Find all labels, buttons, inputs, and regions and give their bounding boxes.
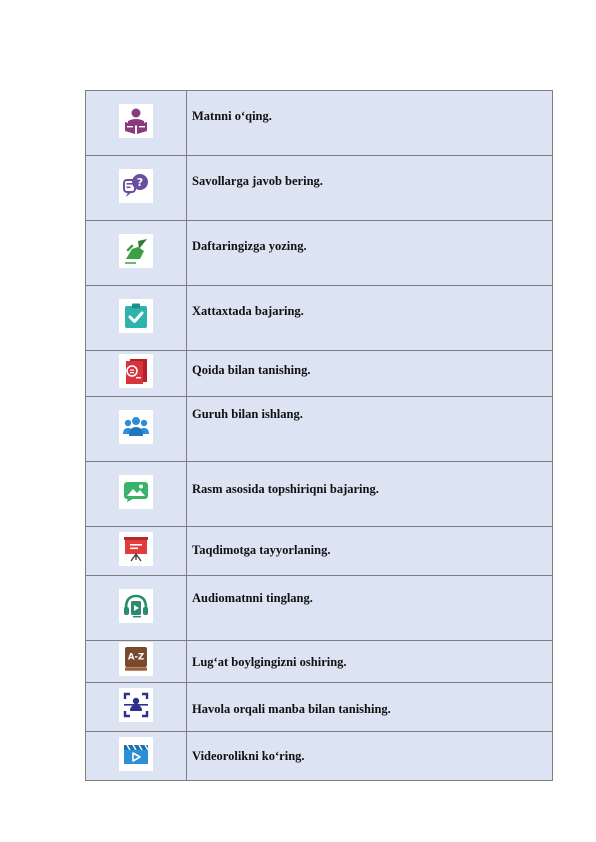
table-row: [86, 641, 553, 683]
row-label: Qoida bilan tanishing.: [192, 363, 311, 377]
table-row: [86, 91, 553, 156]
icon-cell: [86, 527, 187, 576]
table-row: [86, 527, 553, 576]
icon-cell: [86, 91, 187, 156]
row-label: Lug‘at boylgingizni oshiring.: [192, 655, 347, 669]
row-label-cell: [187, 351, 553, 397]
group-people-icon: [119, 410, 153, 444]
video-play-icon: [119, 737, 153, 771]
row-label: Savollarga javob bering.: [192, 174, 323, 188]
row-label-cell: [187, 91, 553, 156]
row-label-cell: [187, 732, 553, 781]
icon-cell: [86, 351, 187, 397]
icon-cell: [86, 221, 187, 286]
table-row: [86, 397, 553, 462]
row-label: Taqdimotga tayyorlaning.: [192, 543, 331, 557]
row-label-cell: [187, 156, 553, 221]
svg-text:?: ?: [136, 175, 144, 189]
row-label: Videorolikni ko‘ring.: [192, 749, 305, 763]
row-label: Havola orqali manba bilan tanishing.: [192, 702, 391, 716]
row-label-cell: [187, 576, 553, 641]
presentation-board-icon: [119, 532, 153, 566]
icon-cell: [86, 397, 187, 462]
table-row: [86, 462, 553, 527]
row-label: Daftaringizga yozing.: [192, 239, 307, 253]
icon-cell: [86, 683, 187, 732]
row-label-cell: [187, 397, 553, 462]
row-label: Matnni o‘qing.: [192, 109, 272, 123]
table-row: [86, 156, 553, 221]
row-label-cell: [187, 641, 553, 683]
icon-cell: [86, 732, 187, 781]
headphones-play-icon: [119, 589, 153, 623]
row-label: Rasm asosida topshiriqni bajaring.: [192, 482, 379, 496]
question-chat-icon: [119, 169, 153, 203]
task-legend-table: [85, 90, 553, 781]
icon-cell: [86, 576, 187, 641]
table-row: [86, 683, 553, 732]
icon-cell: [86, 156, 187, 221]
table-row: [86, 576, 553, 641]
clipboard-check-icon: [119, 299, 153, 333]
row-label-cell: [187, 683, 553, 732]
table-row: [86, 732, 553, 781]
table-row: [86, 286, 553, 351]
row-label-cell: [187, 527, 553, 576]
row-label: Audiomatnni tinglang.: [192, 591, 313, 605]
icon-cell: [86, 462, 187, 527]
writing-hand-icon: [119, 234, 153, 268]
reading-person-icon: [119, 104, 153, 138]
dictionary-az-icon: [119, 642, 153, 676]
icon-cell: [86, 286, 187, 351]
link-source-icon: [119, 688, 153, 722]
row-label: Guruh bilan ishlang.: [192, 407, 303, 421]
row-label: Xattaxtada bajaring.: [192, 304, 304, 318]
table-row: [86, 221, 553, 286]
row-label-cell: [187, 286, 553, 351]
svg-text:A-Z: A-Z: [127, 652, 145, 663]
table-row: [86, 351, 553, 397]
row-label-cell: [187, 462, 553, 527]
picture-chat-icon: [119, 475, 153, 509]
icon-cell: [86, 641, 187, 683]
row-label-cell: [187, 221, 553, 286]
rule-document-icon: [119, 354, 153, 388]
